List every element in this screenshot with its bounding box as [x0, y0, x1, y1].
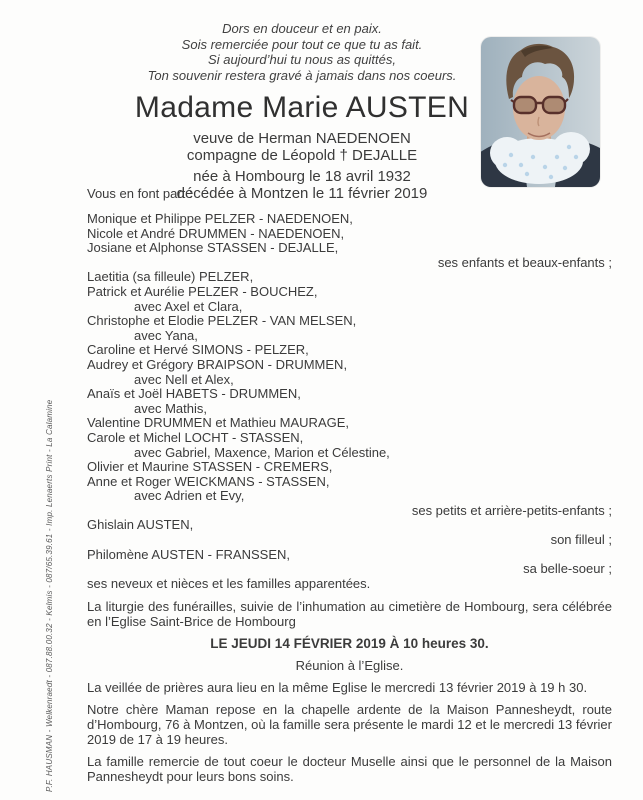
family-member-line: avec Mathis,: [134, 400, 207, 416]
family-member-line: Valentine DRUMMEN et Mathieu MAURAGE,: [87, 415, 350, 431]
announcement-paragraph: LE JEUDI 14 FÉVRIER 2019 À 10 heures 30.: [210, 636, 489, 652]
intro-line: Vous en font part :: [87, 186, 193, 201]
relationship-label: ses petits et arrière-petits-enfants ;: [411, 502, 612, 518]
family-member-line: Christophe et Elodie PELZER - VAN MELSEN,: [87, 313, 357, 329]
family-member-line: Carole et Michel LOCHT - STASSEN,: [87, 429, 304, 445]
announcements: [87, 599, 612, 784]
relationship-label: son filleul ;: [550, 532, 612, 548]
family-member-line: Audrey et Grégory BRAIPSON - DRUMMEN,: [87, 356, 348, 372]
family-member-line: Nicole et André DRUMMEN - NAEDENOEN,: [87, 225, 345, 241]
portrait-photo: [481, 37, 600, 187]
deceased-name: Madame Marie AUSTEN: [134, 91, 470, 124]
family-member-line: avec Gabriel, Maxence, Marion et Célestine,: [134, 444, 390, 460]
relationship-label: sa belle-soeur ;: [523, 561, 612, 577]
family-member-line: avec Axel et Clara,: [134, 298, 243, 314]
scarf-right: [552, 132, 590, 166]
family-member-line: Olivier et Maurine STASSEN - CREMERS,: [87, 459, 333, 475]
family-member-line: avec Nell et Alex,: [134, 371, 234, 387]
death-line: décédée à Montzen le 11 février 2019: [176, 184, 428, 202]
family-member-line: Anaïs et Joël HABETS - DRUMMEN,: [87, 386, 301, 402]
partner-line: compagne de Léopold † DEJALLE: [186, 147, 418, 164]
relationship-label: ses enfants et beaux-enfants ;: [437, 254, 612, 270]
announcement-paragraph: Notre chère Maman repose en la chapelle ardente de la Maison Pannesheydt, route d’Hombourg, 76 à Montzen, où la famille sera présente le mardi 12 et le mercredi 13 février 2019 de 17 à 19 heures.: [87, 702, 612, 748]
widow-line: veuve de Herman NAEDENOEN: [193, 130, 411, 147]
epitaph-line: Ton souvenir restera gravé à jamais dans nos coeurs.: [147, 67, 457, 83]
family-member-line: Patrick et Aurélie PELZER - BOUCHEZ,: [87, 283, 318, 299]
family-member-line: Philomène AUSTEN - FRANSSEN,: [87, 546, 291, 562]
printer-credit: P.F. HAUSMAN - Welkenraedt - 087.88.00.32 - Kelmis - 087/65.39.61 - Imp. Lenaerts Print - La Calamine: [45, 399, 54, 792]
family-member-line: avec Adrien et Evy,: [134, 488, 245, 504]
announcement-paragraph: La famille remercie de tout coeur le docteur Muselle ainsi que le personnel de la Maison Pannesheydt pour leurs bons soins.: [87, 754, 612, 785]
family-member-line: Monique et Philippe PELZER - NAEDENOEN,: [87, 211, 353, 226]
family-member-line: Josiane et Alphonse STASSEN - DEJALLE,: [87, 240, 339, 256]
announcement-paragraph: La veillée de prières aura lieu en la même Eglise le mercredi 13 février 2019 à 19 h 30.: [87, 680, 588, 696]
content-column: [87, 186, 612, 784]
family-member-line: avec Yana,: [134, 327, 198, 343]
family-member-line: Caroline et Hervé SIMONS - PELZER,: [87, 342, 309, 358]
family-member-line: Anne et Roger WEICKMANS - STASSEN,: [87, 473, 330, 489]
epitaph-line: Sois remerciée pour tout ce que tu as fait.: [181, 36, 423, 52]
announcement-paragraph: Réunion à l’Eglise.: [295, 658, 404, 674]
birth-line: née à Hombourg le 18 avril 1932: [193, 168, 411, 185]
portrait-illustration: [481, 37, 600, 187]
epitaph-line: Dors en douceur et en paix.: [222, 21, 382, 36]
family-list: [87, 212, 612, 577]
family-member-line: Laetitia (sa filleule) PELZER,: [87, 269, 254, 285]
epitaph-line: Si aujourd’hui tu nous as quittés,: [208, 52, 396, 67]
family-member-line: Ghislain AUSTEN,: [87, 517, 194, 533]
closing-line: ses neveux et nièces et les familles apparentées.: [87, 575, 371, 591]
announcement-paragraph: La liturgie des funérailles, suivie de l’inhumation au cimetière de Hombourg, sera célébrée en l’Eglise Saint-Brice de Hombourg: [87, 599, 612, 630]
